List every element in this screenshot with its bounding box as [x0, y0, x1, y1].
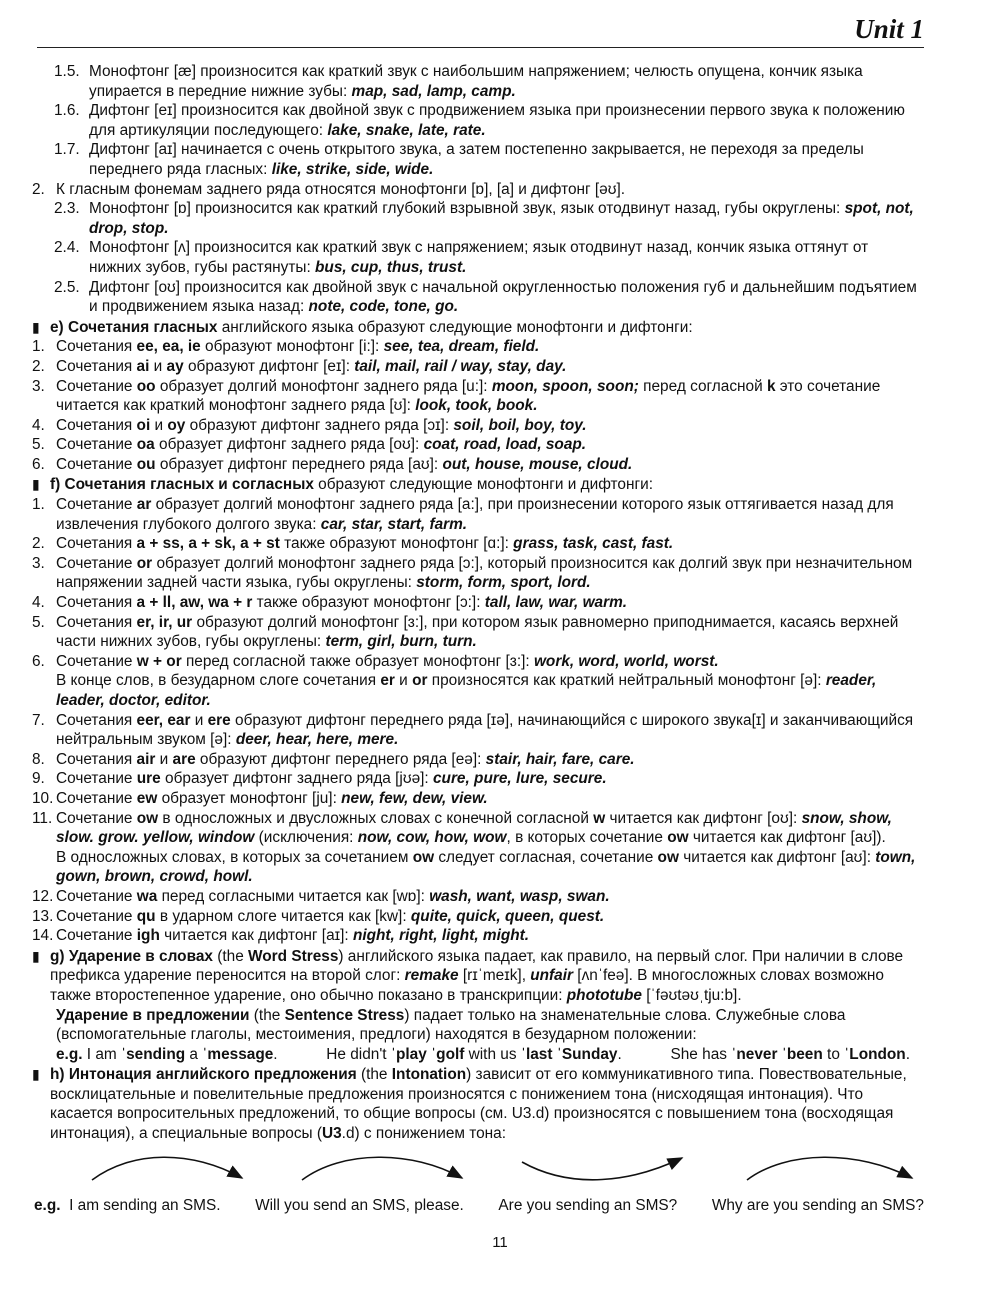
section-f-item: 13. Сочетание qu в ударном слоге читается как [kw]: quite, quick, queen, quest.	[32, 907, 605, 925]
section-f-item: 2. Сочетания a + ss, a + sk, a + st также образуют монофтонг [ɑ:]: grass, task, cast, fast.	[32, 535, 674, 553]
section-f-heading: ▮ f) Сочетания гласных и согласных образуют следующие монофтонги и дифтонги:	[32, 476, 653, 494]
intro-item: 2.3. Монофтонг [ɒ] произносится как краткий глубокий взрывной звук, язык отодвинут назад, губы округлены: spot, not, drop, stop.	[54, 200, 914, 237]
section-h: ▮ h) Интонация английского предложения (the Intonation) зависит от его коммуникативного типа. Повествовательные, восклицательные и повелительные предложения произносятся с понижением тона (нисходящая интонация). Что касается вопросительных предложений, то общие вопросы (см. U3.d) произносятся с повышением тона (восходящая интонация), а специальные вопросы (U3.d) с понижением тона:	[32, 1066, 907, 1143]
falling-tone-arrow-1	[92, 1157, 242, 1180]
falling-tone-arrow-2	[302, 1157, 462, 1180]
unit-heading: Unit 1	[854, 14, 924, 44]
section-f-item: 11. Сочетание ow в односложных и двусложных словах с конечной согласной w читается как дифтонг [oʊ]: snow, show, slow. grow. yellow, window (исключения: now, cow, how, wow, в которых сочетание ow читается как дифтонг [aʊ]).	[32, 809, 892, 847]
section-bullet-icon: ▮	[32, 1066, 40, 1083]
intonation-example-1: e.g. I am sending an SMS.	[34, 1196, 221, 1214]
section-f-item: В односложных словах, в которых за сочетанием ow следует согласная, сочетание ow читается как дифтонг [aʊ]: town, gown, brown, crowd, howl.	[56, 848, 916, 886]
intro-item: 1.5. Монофтонг [æ] произносится как краткий звук с наибольшим напряжением; челюсть опущена, кончик языка упирается в передние нижние зубы: map, sad, lamp, camp.	[54, 63, 863, 100]
section-f-list	[32, 495, 924, 946]
section-f-item: В конце слов, в безударном слоге сочетания er и or произносятся как краткий нейтральный монофтонг [ə]: reader, leader, doctor, editor.	[56, 672, 877, 709]
section-bullet-icon: ▮	[32, 318, 40, 335]
section-g: ▮ g) Ударение в словах (the Word Stress) английского языка падает, как правило, на первый слог. При наличии в слове префикса ударение переносится на второй слог: remake [rɪˈmeɪk], unfair [ʌnˈfeə]. В многосложных словах возможно также второстепенное ударение, оно обычно показано в транскрипции: phototube [ˈfəʊtəʊˌtju:b].	[32, 947, 904, 1004]
header-rule	[37, 47, 924, 48]
section-f-item: 1. Сочетание ar образует долгий монофтонг заднего ряда [a:], при произнесении которого язык оттягивается назад для извлечения глубокого долгого звука: car, star, start, farm.	[32, 496, 894, 533]
stress-example-3: She has ˈnever ˈbeen to ˈLondon.	[670, 1045, 910, 1063]
section-f-item: 3. Сочетание or образует долгий монофтонг заднего ряда [ɔ:], который произносится как долгий звук при незначительном напряжении задней части языка, губы округлены: storm, form, sport, lord.	[32, 554, 913, 592]
section-f-item: 7. Сочетания eer, ear и ere образуют дифтонг переднего ряда [ɪə], начинающийся с широкого звука[ɪ] и заканчивающийся нейтральным звуком [ə]: deer, hear, here, mere.	[32, 711, 914, 749]
intro-item: 2.5. Дифтонг [oʊ] произносится как двойной звук с начальной округленностью положения губ и дальнейшим подъятием и продвижением языка назад: note, code, tone, go.	[54, 278, 917, 316]
intonation-example-3: Are you sending an SMS?	[498, 1196, 678, 1214]
section-f-item: 6. Сочетание w + or перед согласной также образует монофтонг [ɜ:]: work, word, world, worst.	[32, 652, 719, 670]
intro-item: 2.4. Монофтонг [ʌ] произносится как краткий звук с напряжением; язык отодвинут назад, кончик языка оттянут от нижних зубов, губы растянуты: bus, cup, thus, trust.	[54, 239, 869, 276]
intro-item: 1.6. Дифтонг [eɪ] произносится как двойной звук с продвижением языка при произнесении первого звука к положению для артикуляции последующего: lake, snake, late, rate.	[54, 102, 905, 139]
section-bullet-icon: ▮	[32, 476, 40, 493]
section-e-item: 2. Сочетания ai и ay образуют дифтонг [eɪ]: tail, mail, rail / way, stay, day.	[32, 357, 567, 375]
section-f-item: 10. Сочетание ew образует монофтонг [ju]: new, few, dew, view.	[32, 789, 488, 807]
sentence-stress-paragraph: Ударение в предложении (the Sentence Stress) падает только на знаменательные слова. Служебные слова (вспомогательные глаголы, местоимения, предлоги) находятся в безударном положении:	[56, 1006, 846, 1044]
rising-tone-arrow	[522, 1158, 682, 1180]
intro-item: 1.7. Дифтонг [aɪ] начинается с очень открытого звука, а затем постепенно закрывается, не переходя за пределы переднего ряда гласных: like, strike, side, wide.	[54, 141, 864, 178]
section-e-list	[32, 337, 924, 474]
page-number: 11	[492, 1234, 508, 1251]
stress-example-2: He didn't ˈplay ˈgolf with us ˈlast ˈSunday.	[326, 1045, 622, 1063]
section-e-item: 4. Сочетания oi и oy образуют дифтонг заднего ряда [ɔɪ]: soil, boil, boy, toy.	[32, 416, 587, 434]
section-e-item: 3. Сочетание oo образует долгий монофтонг заднего ряда [u:]: moon, spoon, soon; перед согласной k это сочетание читается как краткий монофтонг заднего ряда [ʊ]: look, took, book.	[32, 377, 881, 415]
section-f-item: 8. Сочетания air и are образуют дифтонг переднего ряда [eə]: stair, hair, fare, care.	[32, 750, 635, 768]
intonation-example-4: Why are you sending an SMS?	[711, 1196, 924, 1214]
page-content	[32, 62, 924, 1215]
section-f-item: 14. Сочетание igh читается как дифтонг [aɪ]: night, right, light, might.	[32, 927, 530, 945]
section-e-heading: ▮ e) Сочетания гласных английского языка образуют следующие монофтонги и дифтонги:	[32, 318, 693, 336]
section-f-item: 12. Сочетание wa перед согласными читается как [wɒ]: wash, want, wasp, swan.	[32, 887, 610, 905]
intonation-arrows	[32, 1144, 924, 1196]
section-f-item: 5. Сочетания er, ir, ur образуют долгий монофтонг [ɜ:], при котором язык равномерно приподнимается, касаясь верхней части нижних зубов, губы округлены: term, girl, burn, turn.	[32, 613, 899, 651]
stress-example-1: e.g. I am ˈsending a ˈmessage.	[56, 1045, 278, 1063]
intonation-example-2: Will you send an SMS, please.	[255, 1196, 464, 1214]
section-f-item: 4. Сочетания a + ll, aw, wa + r также образуют монофтонг [ɔ:]: tall, law, war, warm.	[32, 594, 628, 612]
section-bullet-icon: ▮	[32, 947, 40, 964]
section-e-item: 6. Сочетание ou образует дифтонг переднего ряда [aʊ]: out, house, mouse, cloud.	[32, 455, 633, 473]
intro-item: 2. К гласным фонемам заднего ряда относятся монофтонги [ɒ], [a] и дифтонг [əʊ].	[32, 180, 626, 198]
falling-tone-arrow-3	[747, 1157, 912, 1180]
stress-examples	[32, 1045, 924, 1065]
section-f-item: 9. Сочетание ure образует дифтонг заднего ряда [jʊə]: cure, pure, lure, secure.	[32, 770, 607, 788]
intro-list	[32, 62, 924, 317]
intonation-examples	[32, 1196, 924, 1216]
section-e-item: 5. Сочетание oa образует дифтонг заднего ряда [oʊ]: coat, road, load, soap.	[32, 436, 587, 454]
section-e-item: 1. Сочетания ee, ea, ie образуют монофтонг [i:]: see, tea, dream, field.	[32, 338, 540, 356]
